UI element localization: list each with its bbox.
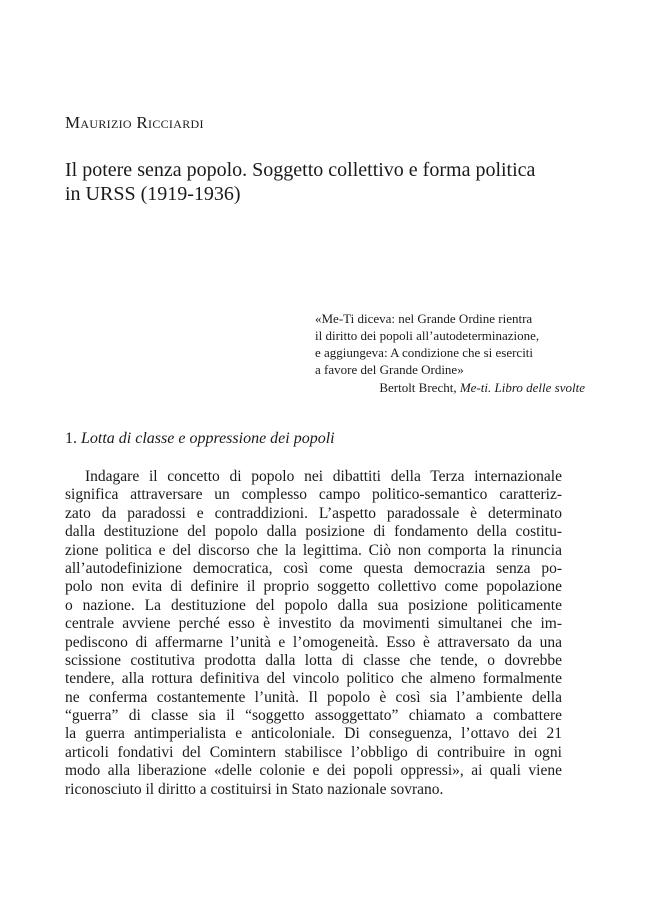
body-line: o nazione. La destituzione del popolo dalla sua posizione politicamente [65,596,562,614]
body-line: modo alla liberazione «delle colonie e dei popoli oppressi», ai quali viene [65,762,562,780]
body-line: centrale avviene perché esso è investito da movimenti simultanei che im- [65,615,562,633]
section-heading [65,430,335,448]
body-line: dalla destituzione del popolo dalla posizione di fondamento della costitu- [65,523,562,541]
article-title-line: in URSS (1919-1936) [65,183,241,205]
article-title [65,158,585,206]
section-title: Lotta di classe e oppressione dei popoli [81,430,335,447]
article-title-line: Il potere senza popolo. Soggetto collettivo e forma politica [65,159,536,181]
epigraph-attribution-work: Me-ti. Libro delle svolte [459,380,585,395]
body-line: articoli fondativi del Comintern stabilisce l’obbligo di contribuire in ogni [65,743,562,761]
body-line: polo non evita di definire il proprio soggetto collettivo come popolazione [65,578,562,596]
body-line: zato da paradossi e contraddizioni. L’aspetto paradossale è determinato [65,504,562,522]
body-line: “guerra” di classe sia il “soggetto assoggettato” chiamato a combattere [65,707,562,725]
epigraph-attribution [315,379,585,396]
body-line: pediscono di affermarne l’unità e l’omogeneità. Esso è attraversato da una [65,633,562,651]
epigraph [315,310,585,396]
body-paragraph [65,468,562,799]
epigraph-line: e aggiungeva: A condizione che si eserciti [315,345,534,360]
body-line: ne conferma costantemente l’unità. Il popolo è così sia l’ambiente della [65,688,562,706]
body-line: zione politica e del discorso che la legittima. Ciò non comporta la rinuncia [65,541,562,559]
body-line: la guerra antimperialista e anticoloniale. Di conseguenza, l’ottavo dei 21 [65,725,562,743]
body-line: Indagare il concetto di popolo nei dibattiti della Terza internazionale [85,468,562,485]
epigraph-attribution-author: Bertolt Brecht, [379,380,457,395]
body-line: riconosciuto il diritto a costituirsi in Stato nazionale sovrano. [65,780,444,798]
epigraph-line: «Me-Ti diceva: nel Grande Ordine rientra [315,311,533,326]
epigraph-line: il diritto dei popoli all’autodeterminazione, [315,328,540,343]
author-name: Maurizio Ricciardi [65,113,204,132]
body-line: significa attraversare un complesso campo politico-semantico caratteriz- [65,486,562,504]
section-number: 1. [65,430,77,447]
body-line: all’autodefinizione democratica, così come questa democrazia senza po- [65,559,562,577]
body-line: tendere, alla rottura definitiva del vincolo politico che almeno formalmente [65,670,562,688]
body-line: scissione costitutiva prodotta dalla lotta di classe che tende, o dovrebbe [65,651,562,669]
epigraph-line: a favore del Grande Ordine» [315,362,464,377]
